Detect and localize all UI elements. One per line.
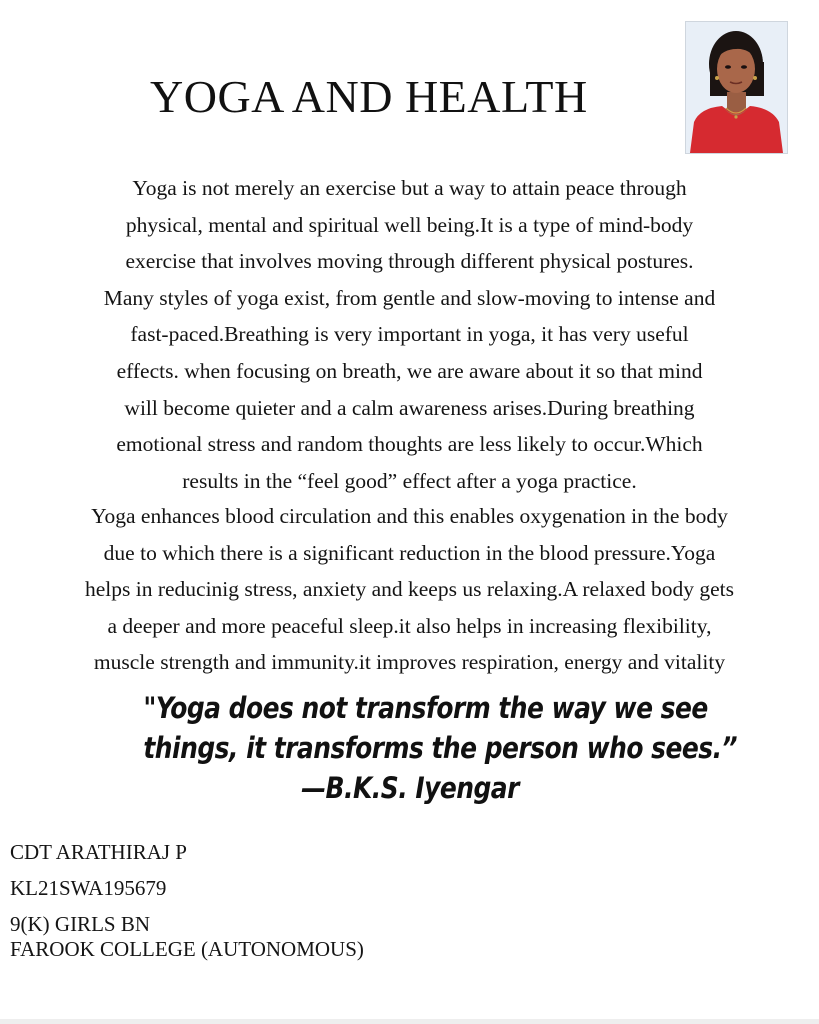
paragraph-line: will become quieter and a calm awareness arises.During breathing: [124, 395, 695, 420]
paragraph-line: effects. when focusing on breath, we are aware about it so that mind: [116, 358, 703, 383]
paragraph-line: Yoga is not merely an exercise but a way to attain peace through: [132, 176, 687, 200]
quote-attribution: —B.K.S. Iyengar: [301, 771, 519, 805]
paragraph-line: due to which there is a significant reduction in the blood pressure.Yoga: [103, 540, 716, 565]
bottom-divider: [0, 1019, 819, 1024]
paragraph-line: emotional stress and random thoughts are less likely to occur.Which: [116, 432, 703, 457]
paragraph-benefits: [12, 498, 807, 681]
paragraph-line: exercise that involves moving through different physical postures.: [125, 249, 694, 274]
paragraph-line: physical, mental and spiritual well being.It is a type of mind-body: [125, 212, 694, 237]
quote-line: things, it transforms the person who sees.”: [143, 731, 738, 765]
paragraph-intro: [12, 170, 807, 499]
paragraph-line: results in the “feel good” effect after a yoga practice.: [182, 468, 637, 493]
paragraph-line: a deeper and more peaceful sleep.it also helps in increasing flexibility,: [107, 613, 712, 638]
author-id: KL21SWA195679: [10, 876, 167, 900]
author-unit: 9(K) GIRLS BN: [10, 912, 150, 936]
quote-line: "Yoga does not transform the way we see: [143, 691, 708, 725]
author-name: CDT ARATHIRAJ P: [10, 840, 187, 864]
page-title: YOGA AND HEALTH: [150, 71, 588, 122]
paragraph-line: Yoga enhances blood circulation and this enables oxygenation in the body: [91, 504, 728, 528]
portrait-image: [686, 22, 787, 153]
paragraph-line: helps in reducinig stress, anxiety and keeps us relaxing.A relaxed body gets: [84, 577, 735, 602]
paragraph-line: muscle strength and immunity.it improves respiration, energy and vitality: [93, 650, 726, 675]
quote-block: [143, 688, 738, 808]
paragraph-line: Many styles of yoga exist, from gentle and slow-moving to intense and: [103, 285, 716, 310]
portrait-photo: [685, 21, 788, 154]
author-college: FAROOK COLLEGE (AUTONOMOUS): [10, 937, 364, 961]
paragraph-line: fast-paced.Breathing is very important in yoga, it has very useful: [130, 322, 689, 347]
